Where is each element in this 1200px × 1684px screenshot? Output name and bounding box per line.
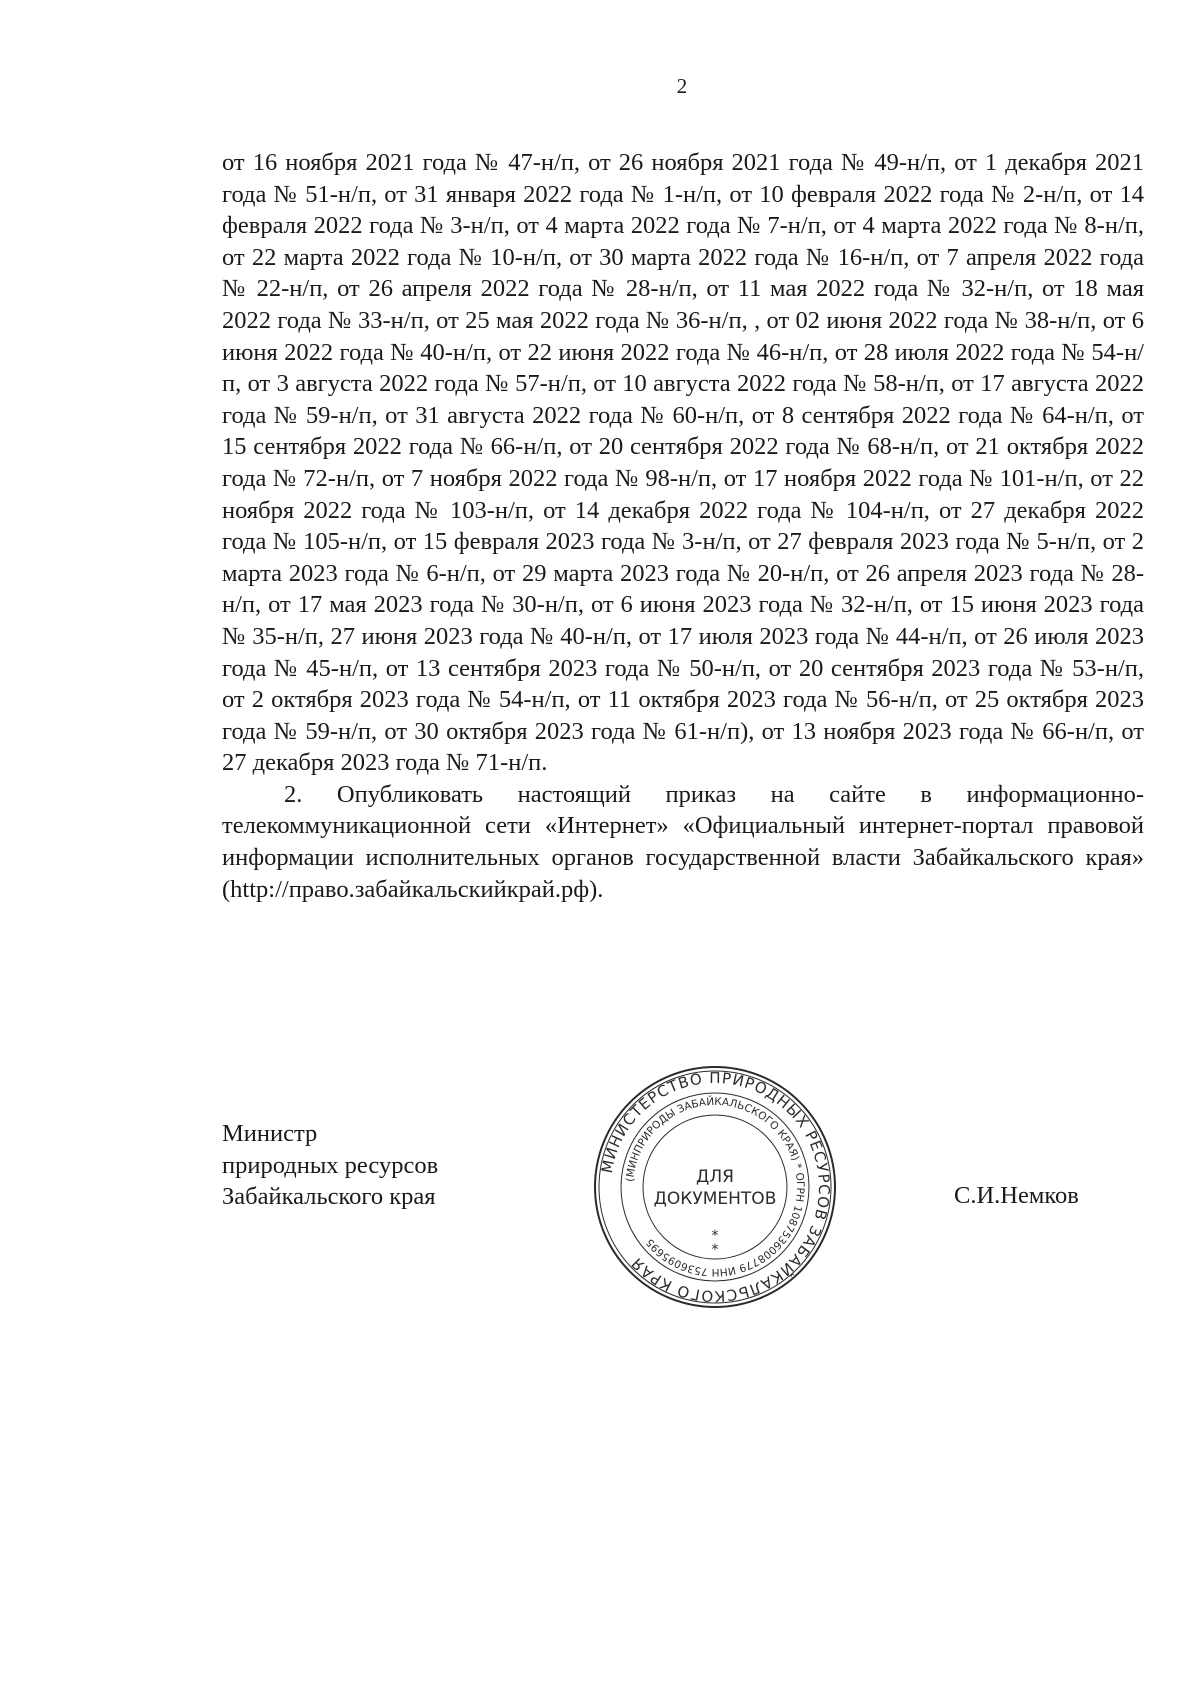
seal-star: * xyxy=(711,1228,719,1244)
seal-center-line2: ДОКУМЕНТОВ xyxy=(653,1189,777,1209)
seal-inner-text: (МИНПРИРОДЫ ЗАБАЙКАЛЬСКОГО КРАЯ) * ОГРН 1087536008779 ИНН 7536095695 xyxy=(624,1095,807,1279)
paragraph-publication: 2. Опубликовать настоящий приказ на сайте в информационно-телекоммуникационной сети «Интернет» «Официальный интернет-портал правовой информации исполнительных органов государственной власти Забайкальского края» (http://право.забайкальскийкрай.рф). xyxy=(222,780,1144,903)
seal-center-line1: ДЛЯ xyxy=(696,1167,734,1187)
signer-name: С.И.Немков xyxy=(954,1182,1079,1209)
signature-title-line: природных ресурсов xyxy=(222,1151,439,1179)
signature-title-block xyxy=(222,1118,438,1213)
seal-star: * xyxy=(711,1242,719,1258)
signature-title-line: Забайкальского края xyxy=(222,1183,436,1211)
signature-title-line: Министр xyxy=(222,1120,318,1147)
seal-outer-text: МИНИСТЕРСТВО ПРИРОДНЫХ РЕСУРСОВ ЗАБАЙКАЛЬСКОГО КРАЯ xyxy=(597,1068,834,1306)
official-seal xyxy=(590,1062,840,1312)
seal-graphic xyxy=(590,1062,840,1312)
document-body xyxy=(222,147,1144,905)
paragraph-amendments-list: от 16 ноября 2021 года № 47-н/п, от 26 ноября 2021 года № 49-н/п, от 1 декабря 2021 года № 51-н/п, от 31 января 2022 года № 1-н/п, от 10 февраля 2022 года № 2-н/п, от 14 февраля 2022 года № 3-н/п, от 4 марта 2022 года № 7-н/п, от 4 марта 2022 года № 8-н/п, от 22 марта 2022 года № 10-н/п, от 30 марта 2022 года № 16-н/п, от 7 апреля 2022 года № 22-н/п, от 26 апреля 2022 года № 28-н/п, от 11 мая 2022 года № 32-н/п, от 18 мая 2022 года № 33-н/п, от 25 мая 2022 года № 36-н/п, , от 02 июня 2022 года № 38-н/п, от 6 июня 2022 года № 40-н/п, от 22 июня 2022 года № 46-н/п, от 28 июля 2022 года № 54-н/п, от 3 августа 2022 года № 57-н/п, от 10 августа 2022 года № 58-н/п, от 17 августа 2022 года № 59-н/п, от 31 августа 2022 года № 60-н/п, от 8 сентября 2022 года № 64-н/п, от 15 сентября 2022 года № 66-н/п, от 20 сентября 2022 года № 68-н/п, от 21 октября 2022 года № 72-н/п, от 7 ноября 2022 года № 98-н/п, от 17 ноября 2022 года № 101-н/п, от 22 ноября 2022 года № 103-н/п, от 14 декабря 2022 года № 104-н/п, от 27 декабря 2022 года № 105-н/п, от 15 февраля 2023 года № 3-н/п, от 27 февраля 2023 года № 5-н/п, от 2 марта 2023 года № 6-н/п, от 29 марта 2023 года № 20-н/п, от 26 апреля 2023 года № 28-н/п, от 17 мая 2023 года № 30-н/п, от 6 июня 2023 года № 32-н/п, от 15 июня 2023 года № 35-н/п, 27 июня 2023 года № 40-н/п, от 17 июля 2023 года № 44-н/п, от 26 июля 2023 года № 45-н/п, от 13 сентября 2023 года № 50-н/п, от 20 сентября 2023 года № 53-н/п, от 2 октября 2023 года № 54-н/п, от 11 октября 2023 года № 56-н/п, от 25 октября 2023 года № 59-н/п, от 30 октября 2023 года № 61-н/п), от 13 ноября 2023 года № 66-н/п, от 27 декабря 2023 года № 71-н/п. xyxy=(222,149,1144,777)
page-number: 2 xyxy=(676,74,688,98)
